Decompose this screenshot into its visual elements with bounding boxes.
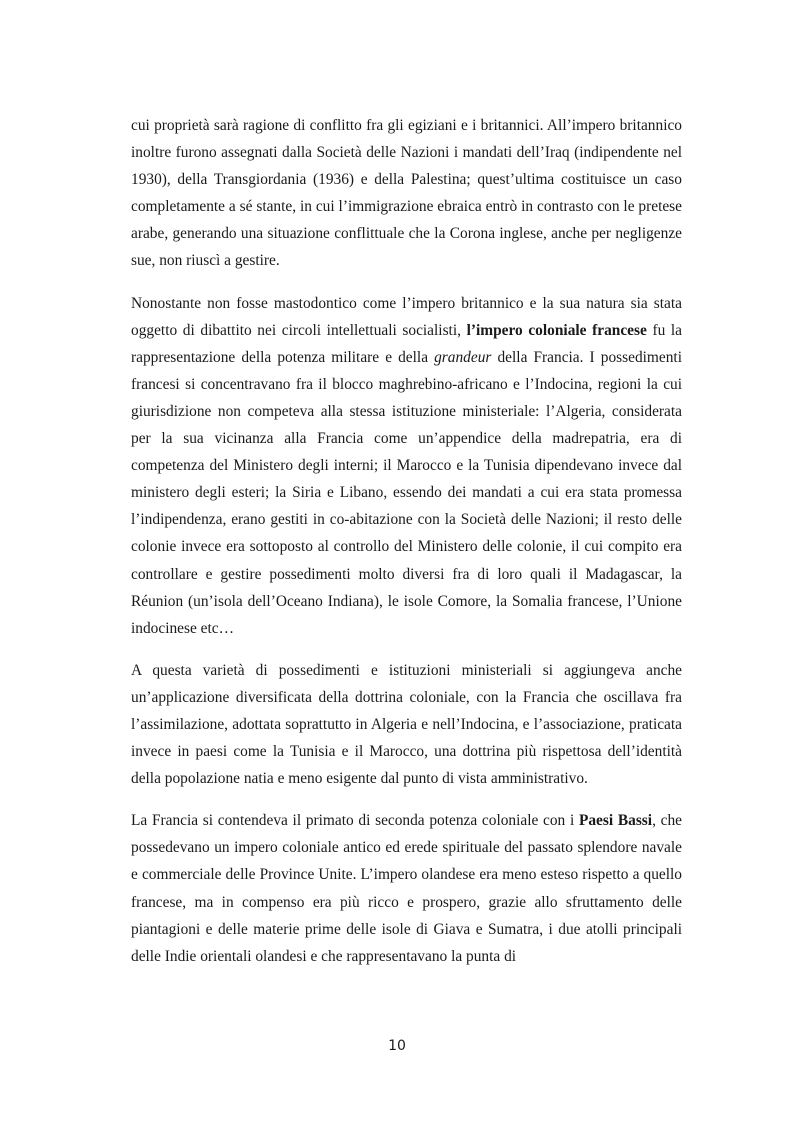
bold-term-french-empire: l’impero coloniale francese (466, 321, 647, 339)
text-run: A questa varietà di possedimenti e istituzioni ministeriali si aggiungeva anche un’applicazione diversificata della dottrina coloniale, con la Francia che oscillava fra l’assimilazione, adottata soprattutto in Algeria e nell’Indocina, e l’associazione, praticata invece in paesi come la Tunisia e il Marocco, una dottrina più rispettosa dell’identità della popolazione natia e meno esigente dal punto di vista amministrativo. (131, 661, 682, 788)
text-run: fu la rappresentazione della potenza militare e della (131, 321, 682, 366)
paragraph-2 (131, 290, 682, 642)
text-run: , che possedevano un impero coloniale antico ed erede spirituale del passato splendore navale e commerciale delle Province Unite. L’impero olandese era meno esteso rispetto a quello francese, ma in compenso era più ricco e prospero, grazie allo sfruttamento delle piantagioni e delle materie prime delle isole di Giava e Sumatra, i due atolli principali delle Indie orientali olandesi e che rappresentavano la punta di (131, 812, 682, 965)
paragraph-1 (131, 112, 682, 275)
paragraph-4 (131, 807, 682, 970)
text-run: Nonostante non fosse mastodontico come l’impero britannico e la sua natura sia stata oggetto di dibattito nei circoli intellettuali socialisti, (131, 294, 682, 339)
text-run: La Francia si contendeva il primato di seconda potenza coloniale con i (131, 812, 579, 830)
page-number: 10 (388, 1038, 406, 1054)
body-text (131, 112, 682, 970)
text-run: della Francia. I possedimenti francesi si concentravano fra il blocco maghrebino-africano e l’Indocina, regioni la cui giurisdizione non competeva alla stessa istituzione ministeriale: l’Algeria, considerata per la sua vicinanza alla Francia come un’appendice della madrepatria, era di competenza del Ministero degli interni; il Marocco e la Tunisia dipendevano invece dal ministero degli esteri; la Siria e Libano, essendo dei mandati a cui era stata promessa l’indipendenza, erano gestiti in co-abitazione con la Società delle Nazioni; il resto delle colonie invece era sottoposto al controllo del Ministero delle colonie, il cui compito era controllare e gestire possedimenti molto diversi fra di loro quali il Madagascar, la Réunion (un’isola dell’Oceano Indiana), le isole Comore, la Somalia francese, l’Unione indocinese etc… (131, 348, 682, 637)
paragraph-3 (131, 657, 682, 792)
text-run: cui proprietà sarà ragione di conflitto fra gli egiziani e i britannici. All’impero britannico inoltre furono assegnati dalla Società delle Nazioni i mandati dell’Iraq (indipendente nel 1930), della Transgiordania (1936) e della Palestina; quest’ultima costituisce un caso completamente a sé stante, in cui l’immigrazione ebraica entrò in contrasto con le pretese arabe, generando una situazione conflittuale che la Corona inglese, anche per negligenze sue, non riuscì a gestire. (131, 117, 682, 270)
bold-term-netherlands: Paesi Bassi (578, 812, 653, 830)
italic-term-grandeur: grandeur (434, 348, 492, 366)
